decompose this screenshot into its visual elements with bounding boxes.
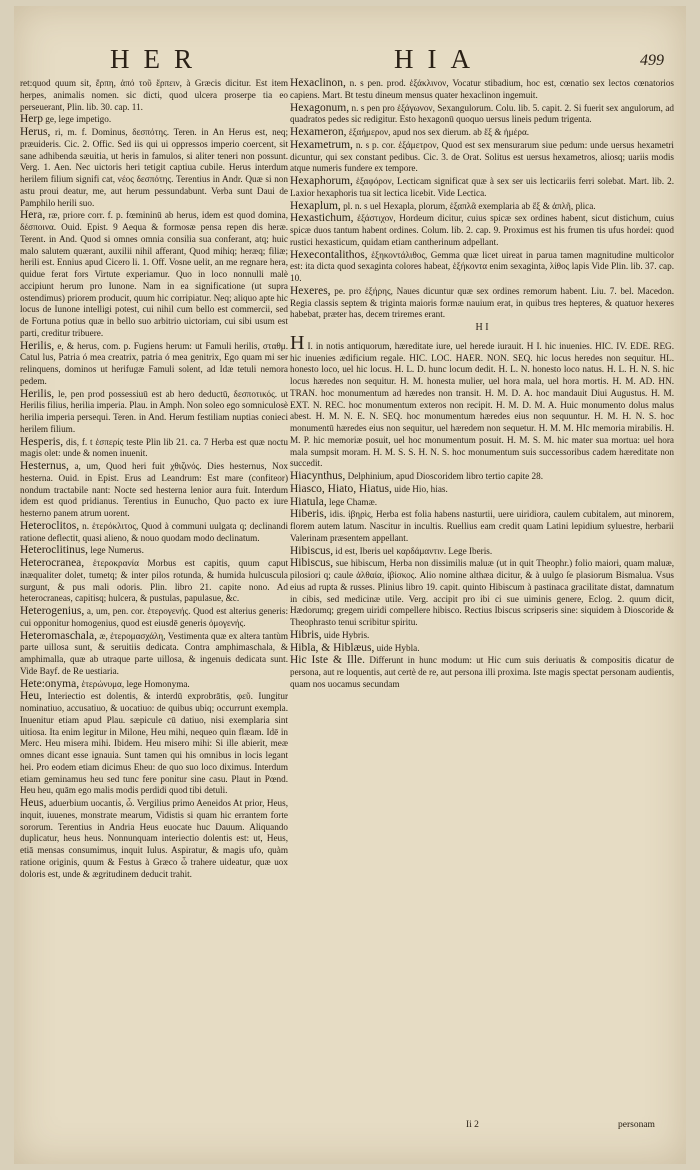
entry-headword: Hiasco, Hiato, Hiatus, xyxy=(290,482,392,495)
dictionary-entry xyxy=(290,655,674,690)
entry-body: lege Numerus. xyxy=(90,545,144,556)
entry-body: ἑτερώνυμα, lege Homonyma. xyxy=(81,678,190,689)
entry-headword: Hibiscus, xyxy=(290,544,334,557)
entry-headword: Heterocranea, xyxy=(20,557,85,569)
entry-headword: Hexagonum, xyxy=(290,101,350,114)
dictionary-entry xyxy=(20,461,288,520)
entry-body: ἑξαφόρον, Lecticam significat quæ à sex ser uis lecticariis ferri solebat. Mart. lib. 2. Laxior hexaphoris tua sit lectica licebit. Vide Lectica. xyxy=(290,176,674,198)
dictionary-entry xyxy=(20,545,288,557)
dictionary-entry xyxy=(290,643,674,655)
entry-headword: Heteroclitinus, xyxy=(20,544,89,557)
entry-headword: Heterogenius, xyxy=(20,605,85,617)
dictionary-entry xyxy=(290,471,674,483)
entry-headword: Hexametrum, xyxy=(290,138,353,151)
entry-body: pe. pro ἑξήρης, Naues dicuntur quæ sex ordines remorum habent. Liu. 7. bel. Macedon. Regia classis septem & triginta maioris formæ nauium erat, in quibus tres hepteres, & quatuor hexeres habebat, præter has, decem triremes erant. xyxy=(290,285,674,320)
entry-body: ἑξαήμερον, apud nos sex dierum. ab ἕξ & ἡμέρα. xyxy=(348,127,530,137)
dictionary-entry xyxy=(290,213,674,248)
entry-headword: Herp xyxy=(20,113,43,126)
dictionary-entry xyxy=(290,140,674,175)
entry-headword: H xyxy=(290,331,305,354)
entry-headword: Hete:onyma, xyxy=(20,677,80,690)
entry-headword: Hiatula, xyxy=(290,495,327,508)
entry-body: a, um, pen. cor. ἑτερογενής. Quod est alterius generis: cui opponitur homogenius, quod est eiusdē generis ὁμογενής. xyxy=(20,606,289,628)
entry-headword: Hic Iste & Ille. xyxy=(290,654,366,667)
running-head-right: HIA xyxy=(394,44,484,74)
entry-body: n. ἑτερόκλιτος, Quod à communi uulgata q; declinandi ratione deflectit, quasi alieno, & nouo quodam modo declinatum. xyxy=(20,520,288,543)
entry-headword: Herilis, xyxy=(20,387,55,400)
entry-body: dis, f. t ἑσπερίς teste Plin lib 21. ca. 7 Herba est quæ noctu magis olet: unde & nomen inuenit. xyxy=(20,436,289,459)
entry-headword: Herus, xyxy=(20,126,51,138)
entry-headword: Heteromaschala, xyxy=(20,629,97,642)
dictionary-entry xyxy=(290,630,674,642)
entry-body: n. s pen. prod. ἑξάκλινον, Vocatur stibadium, hoc est, cœnatio sex lectos cœnatorios capiens. Mart. Bt testu dineum mensus quater hexaclinon ingemuit. xyxy=(290,78,675,100)
dictionary-entry xyxy=(290,497,674,509)
right-column xyxy=(290,78,674,692)
entry-headword: Hexecontalithos, xyxy=(290,248,368,261)
section-heading: H I xyxy=(475,322,489,333)
entry-body: Delphinium, apud Dioscoridem libro tertio capite 28. xyxy=(347,471,544,481)
catchword: personam xyxy=(618,1120,655,1130)
entry-body: le, pen prod possessiuū est ab hero deductū, δεσποτικός. ut Herilis filius, herilia imperia. Plau. in Amph. Non soleo ego somniculosè herilia imperia persequi. Teren. in And. Herum festiliam nuptias conieci herilem filium. xyxy=(20,388,289,434)
dictionary-entry xyxy=(290,103,674,127)
entry-headword: Hexastichum, xyxy=(290,212,354,225)
entry-headword: Hibris, xyxy=(290,628,322,641)
left-column xyxy=(20,78,288,881)
entry-headword: Hibiscus, xyxy=(290,557,334,570)
entry-body: pl. n. s uel Hexapla, plorum, ἑξαπλᾶ exemplaria ab ἕξ & ἁπλῆ, plica. xyxy=(343,200,596,211)
dictionary-entry xyxy=(20,114,288,126)
entry-headword: Hexaphorum, xyxy=(290,175,353,187)
signature-mark: Ii 2 xyxy=(466,1120,479,1130)
entry-headword: Hiacynthus, xyxy=(290,470,346,482)
entry-body: sue hibiscum, Herba non dissimilis maluæ (ut in quit Theophr.) folio maiori, quam maluæ, pilosiori q; caule ἀλθαία, ἰβίσκος. Alio nomine althæa dicitur, & à uulgo ſe plasiorum Bismalua. Vsus eius ad rupta & russes. Plinius libro 19. capit. quinto Hibiscum à pastinaca gracilitate distat, damnatum in cibis, sed medicinæ utile. Verg. accipit pro ibi ci sue uiminis genere, Eclog. 2. quum dicit, Hædorumq; gregem uiridi compellere hibisco. Rectius Ibiscus scripseris sine: siquidem à Dioscoride & Theophrasto tenui scribitur spiritu. xyxy=(290,558,674,627)
dictionary-entry xyxy=(290,286,674,321)
page-number: 499 xyxy=(640,52,664,69)
entry-headword: Hexaplum, xyxy=(290,199,341,212)
entry-body: ri, m. f. Dominus, δεσπότης. Teren. in An Herus est, neq; præuideris. Cic. 2. Offic. Sed iis qui ui oppressos imperio coercent, sit sane adhibenda sæuitia, ut heris in famulos, si aliter teneri non possunt. Verg. 1. Aen. Nec uictoris heri tetigit captiua cubile. Herus interdum herilem filium signifi cat, νέος δεσπότης. Terentius in Andr. Quæ si non astu proui deatur, me, aut herum pessundabunt. Verba sunt Daui de Pamphilo herili suo. xyxy=(20,127,288,208)
entry-body: ἑτεροκρανία Morbus est capitis, quum caput inæqualiter dolet, tumetq; & inter pilos rotunda, & humida hulcuscula surgunt, & pus mali odoris. Plin. libro 21. capite nono. Ad heterocraneas, capitisq; hulcera, & pustulas, papulasue, &c. xyxy=(20,558,289,604)
entry-headword: Hexameron, xyxy=(290,126,347,138)
dictionary-entry xyxy=(20,558,288,605)
dictionary-entry xyxy=(20,341,288,388)
entry-body: lege Chamæ. xyxy=(329,496,378,507)
entry-body: ἑξάστιχον, Hordeum dicitur, cuius spicæ sex ordines habent, sicut distichum, cuius spicæ duos tantum habent ordines. Colum. lib. 2. cap. 9. Proximus est his frumen tis ufus hordei: quod rustici hexasticum, quidam etiam cantherinum adpellant. xyxy=(290,213,674,247)
entry-body: Differunt in hunc modum: ut Hic cum suis deriuatis & compositis dicatur de persona, aut re loquentis, aut certè de re, aut persona illi proxima. Iste magis spectat personam audientis, quam nos uocamus secundam xyxy=(290,655,674,689)
dictionary-entry xyxy=(20,521,288,545)
entry-body: n. s pen pro ἑξάγωνον, Sexangulorum. Colu. lib. 5. capit. 2. Si fuerit sex angulorum, ad quadratos pedes sic redigitur. Esto hexagonū quoquo uersus lineis pedum trigenta. xyxy=(290,102,675,125)
dictionary-entry xyxy=(20,606,288,630)
entry-body: e, & herus, com. p. Fugiens herum: ut Famuli herilis, σταθμ. Catul lus, Patria ó mea creatrix, patria ó mea genitrix, Ego quam mi ser relinquens, dominos ut herifugæ Famuli solent, ad Idæ tetuli nemora pedem. xyxy=(20,340,289,386)
entry-body: idis. ἰβηρὶς, Herba est folia habens nasturtii, uere uiridiora, caulem cubitalem, aut minorem, florem autem latum. Nascitur in incultis. Ruellius eam credit quam Latini lepidium syluestre, herbarii Valerinam præsentem appellant. xyxy=(290,509,675,543)
entry-body: ret:quod quum sit, ἕρπη, ἀπό τοῦ ἕρπειν, à Græcis dicitur. Est item herpes, animalis nomen. sic dicti, quod ulcera proserpe tia eo perseuerant, Plin. lib. 30. cap. 11. xyxy=(20,78,288,112)
dictionary-entry xyxy=(290,201,674,213)
entry-body: a, um, Quod heri fuit χθιζινός. Dies hesternus, Nox hesterna. Ouid. in Epist. Erus ad Leandrum: Est mare (confiteor) nondum tractabile nant: Nocte sed hesterna lenior aura fuit. Interdum idem est quod pridianus. Terentius in Eunucho, Quo pacto ex iure hesterno panem atrum uorent. xyxy=(20,461,289,518)
running-head xyxy=(14,44,686,78)
entry-body: ræ, priore corr. f. p. fœmininū ab herus, idem est quod domina, δέσποινα. Ouid. Epist. 9 Aequa & formosæ pensa repen dis heræ. Terent. in And. Quod si omnes omnia consilia sua conferant, atq; huic malo salutem quærant, auxilii nihil afferant, Quod mihiq; heræq; filiæ; herili est. Ennius apud Cicero li. 1. Off. Vosne uelit, an me regnare hera, quidue ferat fors Virtute experiamur. Quo in loco nonnulli malè accipiunt herum pro Iunone. Nam in ea significatione (ut supra ostendimus) priorem producit, quum hic corripiatur. Neq; aliquo apte hic locus de Iunone intelligi potest, cui nihil cum bello est commercii, sed de Fortuna potius quæ in bello suo arbitrio uictoriam, cui sibi usum est parti, creditur tribuere. xyxy=(20,210,288,338)
entry-body: id est, Iberis uel καρδάμαντιν. Lege Iberis. xyxy=(335,545,493,556)
entry-headword: Hera, xyxy=(20,209,46,222)
entry-body: n. s p. cor. ἑξάμετρον, Quod est sex mensurarum siue pedum: unde uersus hexametri dicuntur, qui sex constant pedibus. Cic. 3. de Orat. Solitus est uersus hexametros, aliosq; uariis modis atque numeris fundere ex tempore. xyxy=(290,139,674,174)
entry-headword: Heus, xyxy=(20,797,47,809)
dictionary-entry xyxy=(290,176,674,200)
entry-headword: Hesperis, xyxy=(20,435,64,448)
entry-headword: Hesternus, xyxy=(20,460,69,472)
entry-headword: Herilis, xyxy=(20,339,55,352)
entry-headword: Hexeres, xyxy=(290,284,331,297)
dictionary-entry xyxy=(290,546,674,558)
entry-headword: Heu, xyxy=(20,690,43,703)
entry-headword: Heteroclitos, xyxy=(20,519,80,532)
entry-body: uide Hybla. xyxy=(376,642,420,653)
entry-body: I. in notis antiquorum, hæreditate iure, uel herede iurauit. H I. hic inuenies. HIC. IV. EDE. REG. hic inuenies ædificium regale. HIC. LOC. HAER. NON. SEQ. hic locus heredes non sequitur. HL. honesto loco, uel hic locus. H. L. D. hunc locum dedit. H. L. N. honesto loco natus. H. L. H. N. S. hic locus hæredes non sequitur. H. M. honesta mulier, uel hora mala, uel hora mortis. H. M. AD. HN. TRAN. hoc monumentum ad hæredes non transit. H. M. D. A. hoc mandauit Diui Augustus. H. M. EXT. N. REC. hoc monumentum exteros non recipit. H. M. D. M. A. Huic monumento dolus malus abest. H. M. N. E. N. SEQ. hoc monumentum hæredes eius non sequuntur. H. M. H. N. S. hoc monumentū hæredes eius non sequitur, uel hæredem non sequetur. H. M. M. HIc memoria mirabilis. H. M. P. hic memoriæ posuit, uel hoc monumentum posuit. H. M. S. M. hic mater sua mortua: uel hora mala sumpsit moram. H. M. S. S. H. N. S. hoc monumentum suis successoribus cadem hæreditate non succedit. xyxy=(290,340,674,469)
dictionary-entry xyxy=(290,509,674,544)
dictionary-entry xyxy=(290,78,674,102)
dictionary-entry xyxy=(290,558,674,629)
dictionary-entry xyxy=(290,484,674,496)
entry-body: æ, ἑτερομασχάλη, Vestimenta quæ ex altera tantùm parte uillosa sunt, & seruitiis dedicata. Contra amphimaschala, & amphimalla, quæ ab utraque parte uillosa, & ingenuis dedicata sunt. Vide Bayf. de Re uestiaria. xyxy=(20,630,289,676)
entry-body: aduerbium uocantis, ὦ. Vergilius primo Aeneidos At prior, Heus, inquit, iuuenes, monstrate mearum, Vidistis si quam hic errantem forte sororum. Terentius in Andria Heus euocate huc Dauum. Aliquando duplicatur, heus heus. Nonnunquam interiectio dolentis est: ut, Heus, etiā mensas consumimus, inquit Iulus. Aspiratur, & magis ufo, quàm ratione originis, quum & Festus à Græco ὦ trahere uideatur, quæ uox doloris est, unde & ægritudinem deducit trahit. xyxy=(20,798,289,879)
dictionary-entry xyxy=(290,127,674,139)
dictionary-entry xyxy=(290,331,674,470)
dictionary-entry xyxy=(20,691,288,797)
entry-headword: Hibla, & Hiblæus, xyxy=(290,641,375,654)
dictionary-entry xyxy=(20,389,288,436)
entry-headword: Hiberis, xyxy=(290,508,327,521)
dictionary-entry xyxy=(290,250,674,285)
dictionary-entry xyxy=(20,798,288,880)
entry-body: Interiectio est dolentis, & interdū exprobrātis, φεῦ. Iungitur nominatiuo, accusatiuo, & uocatiuo: de quibus ubiq; occurrunt exempla. Inuenitur etiam apud Plau. sæpicule cū datiuo, nisi exemplaria sint uitiosa. Ita enim legitur in Milone, Heu mihi, nequeo quin flæam. Idē in Merc. Heu misera mihi. Ibidem. Heu misero mihi: Si ille abierit, meæ omnes dicant esse ignauia. Sunt tamen qui his omnibus in locis legant hei. Pro eodem etiam dicimus Eheu: de quo suo loco diximus. Interdum etiam geminamus heu sed tunc fere ponitur sine casu. Plaut in Pœnd. Heu heu, quām ego malis modis perdidi quod tibi detuli. xyxy=(20,691,289,796)
book-page xyxy=(14,6,686,1164)
dictionary-entry xyxy=(20,631,288,678)
dictionary-entry xyxy=(20,78,288,113)
dictionary-entry xyxy=(20,437,288,461)
running-head-left: HER xyxy=(110,44,206,74)
entry-body: uide Hio, hias. xyxy=(394,483,448,494)
entry-headword: Hexaclinon, xyxy=(290,77,346,89)
entry-body: ἑξηκοντάλιθος, Gemma quæ licet uireat in parua tamen magnitudine multicolor est: ita dicta quod sexaginta colores habeat, ἑξήκοντα enim sexaginta, λίθος lapis Vide Plin. lib. 37. cap. 10. xyxy=(290,249,675,283)
entry-body: ge, lege impetigo. xyxy=(45,114,112,125)
dictionary-entry xyxy=(20,127,288,209)
entry-body: uide Hybris. xyxy=(323,629,370,640)
dictionary-entry xyxy=(20,679,288,691)
dictionary-entry xyxy=(20,210,288,339)
